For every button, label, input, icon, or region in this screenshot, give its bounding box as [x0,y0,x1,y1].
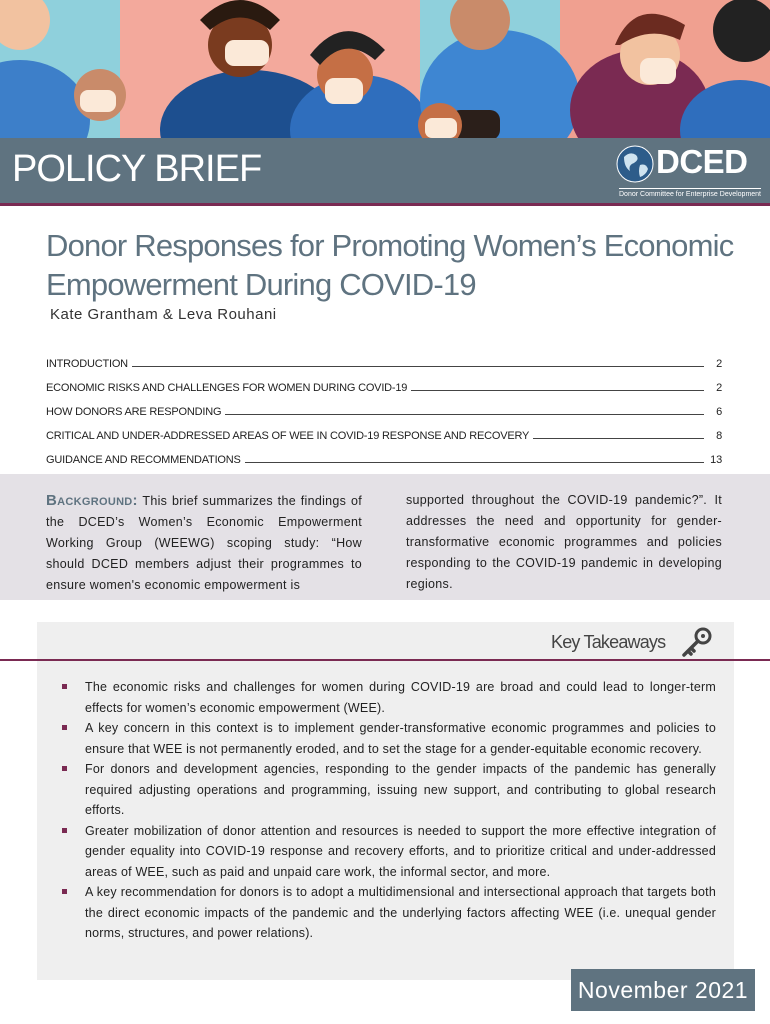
toc-entry-introduction[interactable] [46,346,722,370]
toc-entry-donors-responding[interactable] [46,394,722,418]
toc-label: INTRODUCTION [46,358,128,370]
logo-wordmark: DCED [656,143,748,180]
toc-leader [132,366,704,367]
document-title [46,226,746,304]
key-takeaways-list [62,677,716,944]
takeaway-text: The economic risks and challenges for women during COVID-19 are broad and could lead to longer-term effects for women’s economic empowerment (WEE). [85,680,716,715]
masked-people-illustration [0,0,770,140]
hero-illustration [0,0,770,140]
toc-leader [245,462,704,463]
square-bullet-icon [62,828,67,833]
toc-label: CRITICAL AND UNDER-ADDRESSED AREAS OF WEE IN COVID-19 RESPONSE AND RECOVERY [46,430,530,442]
band-divider [0,203,770,206]
publication-date: November 2021 [571,969,755,1011]
toc-leader [411,390,704,391]
toc-page: 2 [716,358,722,370]
toc-label: GUIDANCE AND RECOMMENDATIONS [46,454,241,466]
square-bullet-icon [62,889,67,894]
toc-page: 6 [716,406,722,418]
toc-label: ECONOMIC RISKS AND CHALLENGES FOR WOMEN DURING COVID-19 [46,382,408,394]
takeaway-text: For donors and development agencies, responding to the gender impacts of the pandemic has generally required adjusting operations and programming, issuing new support, and contributing to global research efforts. [85,762,716,817]
globe-icon [616,145,654,183]
title-line-1: Donor Responses for Promoting Women’s Economic [46,228,734,263]
key-takeaways-heading: Key Takeaways [551,632,666,652]
toc-leader [533,438,704,439]
list-item [62,882,716,944]
toc-leader [225,414,704,415]
takeaway-text: Greater mobilization of donor attention and resources is needed to support the more effective integration of gender equality into COVID-19 response and recovery efforts, and to prioritize critical and under-addressed areas of WEE, such as paid and unpaid care work, the informal sector, and more. [85,823,716,879]
square-bullet-icon [62,684,67,689]
background-text-left [46,490,362,596]
key-takeaways-divider [0,659,770,661]
toc-label: HOW DONORS ARE RESPONDING [46,406,222,418]
toc-page: 8 [716,430,722,442]
list-item [62,677,716,718]
square-bullet-icon [62,725,67,730]
toc-entry-economic-risks[interactable] [46,370,722,394]
square-bullet-icon [62,766,67,771]
toc-page: 13 [710,454,722,466]
key-icon [679,626,713,660]
takeaway-text: A key recommendation for donors is to adopt a multidimensional and intersectional approach that targets both the direct economic impacts of the pandemic and the underlying factors affecting WEE (i.e. unequal gender norms, structures, and power relations). [85,885,716,940]
background-heading: Background: [46,492,138,509]
title-line-2: Empowerment During COVID-19 [46,267,476,302]
dced-logo [616,143,766,201]
policy-brief-label: POLICY BRIEF [12,148,262,190]
list-item [62,821,716,883]
authors: Kate Grantham & Leva Rouhani [50,306,277,323]
takeaway-text: A key concern in this context is to implement gender-transformative economic programmes and policies to ensure that WEE is not permanently eroded, and to set the stage for a gender-equitable economic recovery. [85,721,716,756]
background-text-right: supported throughout the COVID-19 pandemic?”. It addresses the need and opportunity for gender-transformative economic programmes and policies responding to the COVID-19 pandemic in developing regions. [406,493,722,591]
background-left-body: This brief summarizes the findings of the DCED’s Women’s Economic Empowerment Working Group (WEEWG) scoping study: “How should DCED members adjust their programmes to ensure women's economic empowerment is [46,494,362,592]
logo-subtitle: Donor Committee for Enterprise Development [619,188,761,198]
toc-page: 2 [716,382,722,394]
toc-entry-critical-areas[interactable] [46,418,722,442]
list-item [62,759,716,821]
list-item [62,718,716,759]
toc-entry-guidance[interactable] [46,442,722,466]
table-of-contents [46,346,722,466]
